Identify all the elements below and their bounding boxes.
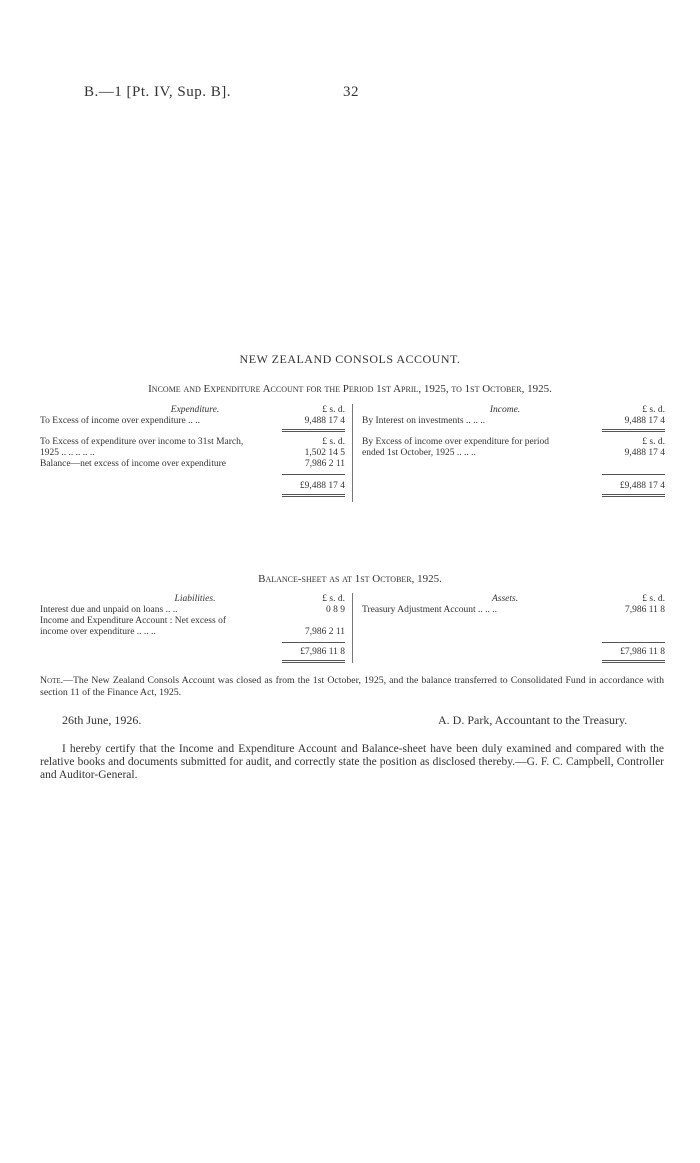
ie-left-row-3-text: 1925 .. .. .. .. .. (40, 448, 95, 458)
ie-expenditure-heading: Expenditure. (170, 405, 220, 415)
ie-left-currency-header: £ s. d. (322, 405, 345, 415)
signature-date: 26th June, 1926. (62, 713, 142, 727)
note-paragraph (40, 675, 664, 699)
bs-left-row-3-text: income over expenditure .. .. .. (40, 627, 156, 637)
bs-right-currency-header: £ s. d. (642, 594, 665, 604)
bs-liabilities-heading: Liabilities. (174, 594, 216, 604)
bs-right-row-1-amount: 7,986 11 8 (624, 605, 665, 615)
ie-right-row-1-text: By Interest on investments .. .. .. (362, 416, 485, 426)
bs-column-divider (352, 593, 353, 663)
ie-left-row-2-amount: £ s. d. (322, 437, 345, 447)
ie-right-total-double-rule (602, 494, 665, 497)
bs-left-total-double-rule (282, 660, 345, 663)
ie-left-rule-1 (282, 429, 345, 432)
bs-left-row-1-amount: 0 8 9 (326, 605, 345, 615)
ie-right-currency-header: £ s. d. (642, 405, 665, 415)
ie-right-total: £9,488 17 4 (619, 481, 665, 491)
audit-certificate: I hereby certify that the Income and Expenditure Account and Balance-sheet have been duly examined and compared with the relative books and documents submitted for audit, and correctly state the position as disclosed thereby.—G. F. C. Campbell, Controller and Auditor-General. (40, 743, 664, 781)
ie-left-total: £9,488 17 4 (299, 481, 345, 491)
ie-left-row-2-text: To Excess of expenditure over income to 31st March, (40, 437, 244, 447)
ie-right-total-rule (602, 474, 665, 475)
bs-right-total-rule (602, 642, 665, 643)
ie-right-row-2-text: By Excess of income over expenditure for period (362, 437, 550, 447)
bs-left-total: £7,986 11 8 (300, 647, 345, 657)
bs-left-total-rule (282, 642, 345, 643)
bs-heading: Balance-sheet as at 1st October, 1925. (258, 573, 442, 585)
bs-left-row-2-text: Income and Expenditure Account : Net excess of (40, 616, 226, 626)
ie-right-row-3-text: ended 1st October, 1925 .. .. .. (362, 448, 476, 458)
ie-left-row-4-amount: 7,986 2 11 (304, 459, 345, 469)
bs-left-row-3-amount: 7,986 2 11 (304, 627, 345, 637)
ie-right-row-2-amount: £ s. d. (642, 437, 665, 447)
ie-heading: Income and Expenditure Account for the Period 1st April, 1925, to 1st October, 1925. (148, 383, 552, 395)
bs-assets-heading: Assets. (491, 594, 519, 604)
ie-income-heading: Income. (489, 405, 521, 415)
ie-right-row-3-amount: 9,488 17 4 (624, 448, 665, 458)
ie-left-total-double-rule (282, 494, 345, 497)
ie-right-row-1-amount: 9,488 17 4 (624, 416, 665, 426)
bs-right-total-double-rule (602, 660, 665, 663)
bs-left-row-1-text: Interest due and unpaid on loans .. .. (40, 605, 178, 615)
note-label: Note. (40, 675, 64, 686)
ie-left-row-3-amount: 1,502 14 5 (304, 448, 345, 458)
ie-left-row-4-text: Balance—net excess of income over expenditure (40, 459, 226, 469)
bs-right-row-1-text: Treasury Adjustment Account .. .. .. (362, 605, 498, 615)
ie-left-total-rule (282, 474, 345, 475)
note-text: —The New Zealand Consols Account was closed as from the 1st October, 1925, and the balance transferred to Consolidated Fund in accordance with section 11 of the Finance Act, 1925. (40, 675, 664, 698)
bs-left-currency-header: £ s. d. (322, 594, 345, 604)
ie-left-row-1-amount: 9,488 17 4 (304, 416, 345, 426)
page-title: NEW ZEALAND CONSOLS ACCOUNT. (239, 352, 461, 366)
page-number: 32 (343, 84, 359, 100)
ie-column-divider (352, 404, 353, 502)
page-header-ref: B.—1 [Pt. IV, Sup. B]. (84, 84, 231, 100)
ie-left-row-1-text: To Excess of income over expenditure .. .. (40, 416, 200, 426)
ie-right-rule-1 (602, 429, 665, 432)
bs-right-total: £7,986 11 8 (620, 647, 665, 657)
signatory: A. D. Park, Accountant to the Treasury. (438, 713, 628, 727)
